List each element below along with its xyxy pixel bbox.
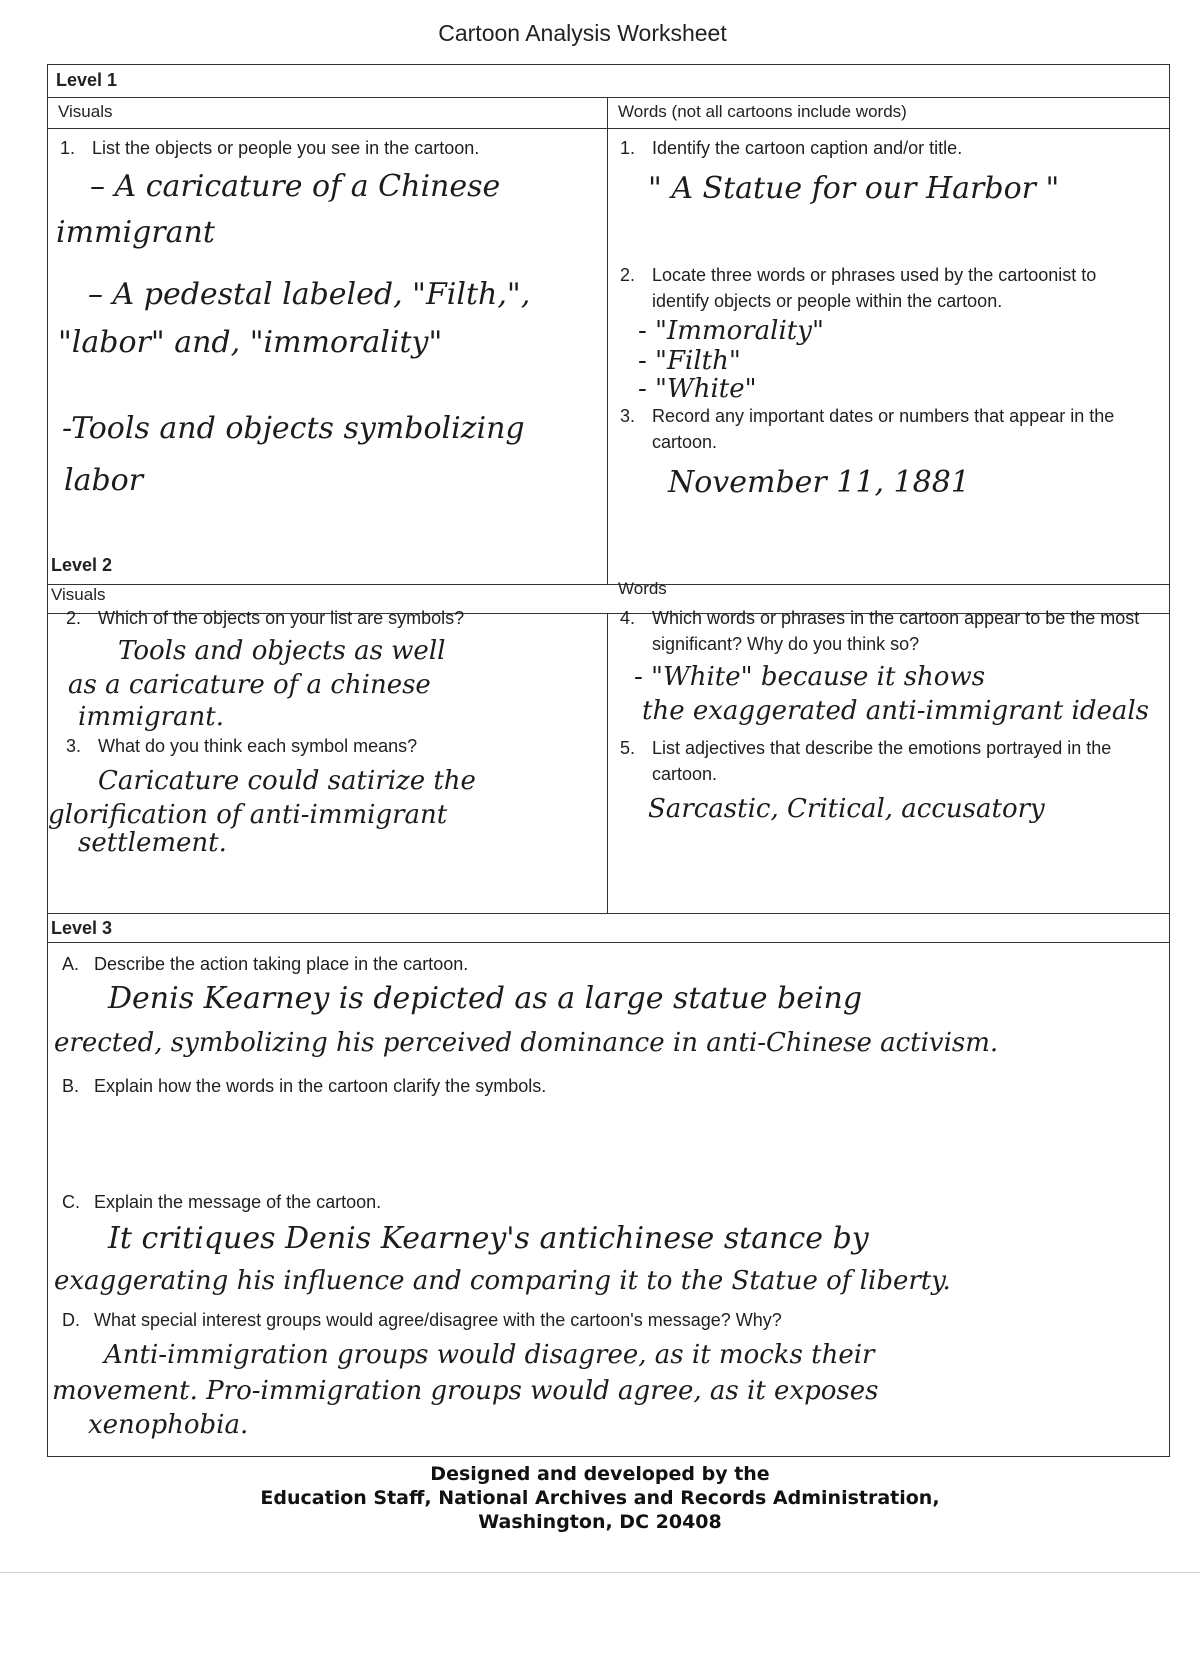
question-visuals-2 bbox=[66, 605, 596, 631]
question-words-4 bbox=[620, 605, 1160, 657]
question-text: Explain how the words in the cartoon clarify the symbols. bbox=[94, 1076, 547, 1096]
answer-line: immigrant. bbox=[78, 702, 224, 732]
question-number: B. bbox=[62, 1076, 80, 1096]
answer-line: Tools and objects as well bbox=[118, 636, 446, 666]
question-text: Explain the message of the cartoon. bbox=[94, 1192, 382, 1212]
footer-line: Washington, DC 20408 bbox=[478, 1511, 722, 1533]
question-number: D. bbox=[62, 1310, 80, 1330]
answer-line: It critiques Denis Kearney's antichinese stance by bbox=[108, 1221, 869, 1256]
footer-line: Designed and developed by the bbox=[430, 1463, 770, 1485]
rule bbox=[48, 128, 1169, 129]
question-number: 4. bbox=[620, 608, 636, 628]
question-words-5 bbox=[620, 735, 1160, 787]
answer-line: -Tools and objects symbolizing bbox=[62, 411, 525, 446]
visuals-header: Visuals bbox=[58, 102, 113, 121]
question-text: Identify the cartoon caption and/or title. bbox=[652, 138, 963, 158]
question-visuals-1 bbox=[60, 135, 590, 161]
answer-line: "labor" and, "immorality" bbox=[58, 325, 443, 360]
question-words-3 bbox=[620, 403, 1160, 455]
question-level3-A bbox=[62, 951, 1152, 977]
answer-line: exaggerating his influence and comparing it to the Statue of liberty. bbox=[54, 1266, 951, 1296]
answer-line: as a caricature of a chinese bbox=[68, 670, 431, 700]
answer-line: Anti-immigration groups would disagree, as it mocks their bbox=[104, 1340, 875, 1370]
answer-line: glorification of anti-immigrant bbox=[48, 800, 448, 830]
answer-line: – A caricature of a Chinese bbox=[90, 169, 501, 204]
rule bbox=[48, 913, 1169, 914]
answer-line: November 11, 1881 bbox=[668, 465, 970, 500]
answer-line: Sarcastic, Critical, accusatory bbox=[648, 794, 1045, 824]
question-text: Which words or phrases in the cartoon appear to be the most significant? Why do you think so? bbox=[652, 608, 1140, 654]
question-level3-D bbox=[62, 1307, 1152, 1333]
question-text: Record any important dates or numbers that appear in the cartoon. bbox=[652, 406, 1115, 452]
question-text: List the objects or people you see in the cartoon. bbox=[92, 138, 480, 158]
level-2-heading: Level 2 bbox=[51, 555, 113, 575]
answer-line: - "Filth" bbox=[638, 346, 741, 376]
question-number: 5. bbox=[620, 738, 636, 758]
question-text: What do you think each symbol means? bbox=[98, 736, 418, 756]
answer-line: Denis Kearney is depicted as a large statue being bbox=[108, 981, 863, 1016]
answer-line: Caricature could satirize the bbox=[98, 766, 476, 796]
question-number: 3. bbox=[66, 736, 82, 756]
question-words-1 bbox=[620, 135, 1160, 161]
question-level3-C bbox=[62, 1189, 1152, 1215]
column-divider bbox=[607, 613, 608, 913]
question-number: 3. bbox=[620, 406, 636, 426]
answer-line: labor bbox=[64, 463, 144, 498]
question-visuals-3 bbox=[66, 733, 596, 759]
worksheet-table bbox=[47, 64, 1170, 1457]
question-number: 1. bbox=[620, 138, 636, 158]
answer-line: movement. Pro-immigration groups would agree, as it exposes bbox=[52, 1376, 879, 1406]
visuals-header: Visuals bbox=[51, 585, 106, 604]
level-3-heading: Level 3 bbox=[51, 918, 113, 938]
answer-line: erected, symbolizing his perceived dominance in anti-Chinese activism. bbox=[54, 1028, 999, 1058]
question-number: 2. bbox=[620, 265, 636, 285]
question-text: What special interest groups would agree/disagree with the cartoon's message? Why? bbox=[94, 1310, 782, 1330]
question-text: Describe the action taking place in the cartoon. bbox=[94, 954, 469, 974]
question-text: Which of the objects on your list are symbols? bbox=[98, 608, 465, 628]
answer-line: " A Statue for our Harbor " bbox=[648, 171, 1060, 206]
answer-line: - "White" bbox=[638, 374, 757, 404]
answer-line: - "White" because it shows bbox=[634, 662, 986, 692]
answer-line: xenophobia. bbox=[88, 1410, 249, 1440]
question-level3-B bbox=[62, 1073, 1152, 1099]
words-header: Words bbox=[618, 579, 667, 598]
words-header: Words (not all cartoons include words) bbox=[618, 102, 907, 121]
question-number: 1. bbox=[60, 138, 76, 158]
question-number: C. bbox=[62, 1192, 80, 1212]
answer-line: settlement. bbox=[78, 828, 227, 858]
question-text: List adjectives that describe the emotions portrayed in the cartoon. bbox=[652, 738, 1112, 784]
footer-credits bbox=[0, 1462, 1200, 1534]
level-1-heading: Level 1 bbox=[56, 70, 118, 90]
column-divider bbox=[607, 97, 608, 584]
footer-line: Education Staff, National Archives and Records Administration, bbox=[260, 1487, 940, 1509]
question-number: A. bbox=[62, 954, 80, 974]
answer-line: the exaggerated anti-immigrant ideals bbox=[642, 696, 1150, 726]
question-words-2 bbox=[620, 262, 1160, 314]
rule bbox=[48, 942, 1169, 943]
rule bbox=[48, 97, 1169, 98]
answer-line: immigrant bbox=[56, 215, 215, 250]
question-number: 2. bbox=[66, 608, 82, 628]
question-text: Locate three words or phrases used by the cartoonist to identify objects or people within the cartoon. bbox=[652, 265, 1097, 311]
worksheet-title: Cartoon Analysis Worksheet bbox=[438, 20, 727, 46]
answer-line: – A pedestal labeled, "Filth,", bbox=[88, 277, 531, 312]
answer-line: - "Immorality" bbox=[638, 316, 824, 346]
rule bbox=[48, 584, 1169, 585]
scan-artifact bbox=[0, 1572, 1200, 1573]
